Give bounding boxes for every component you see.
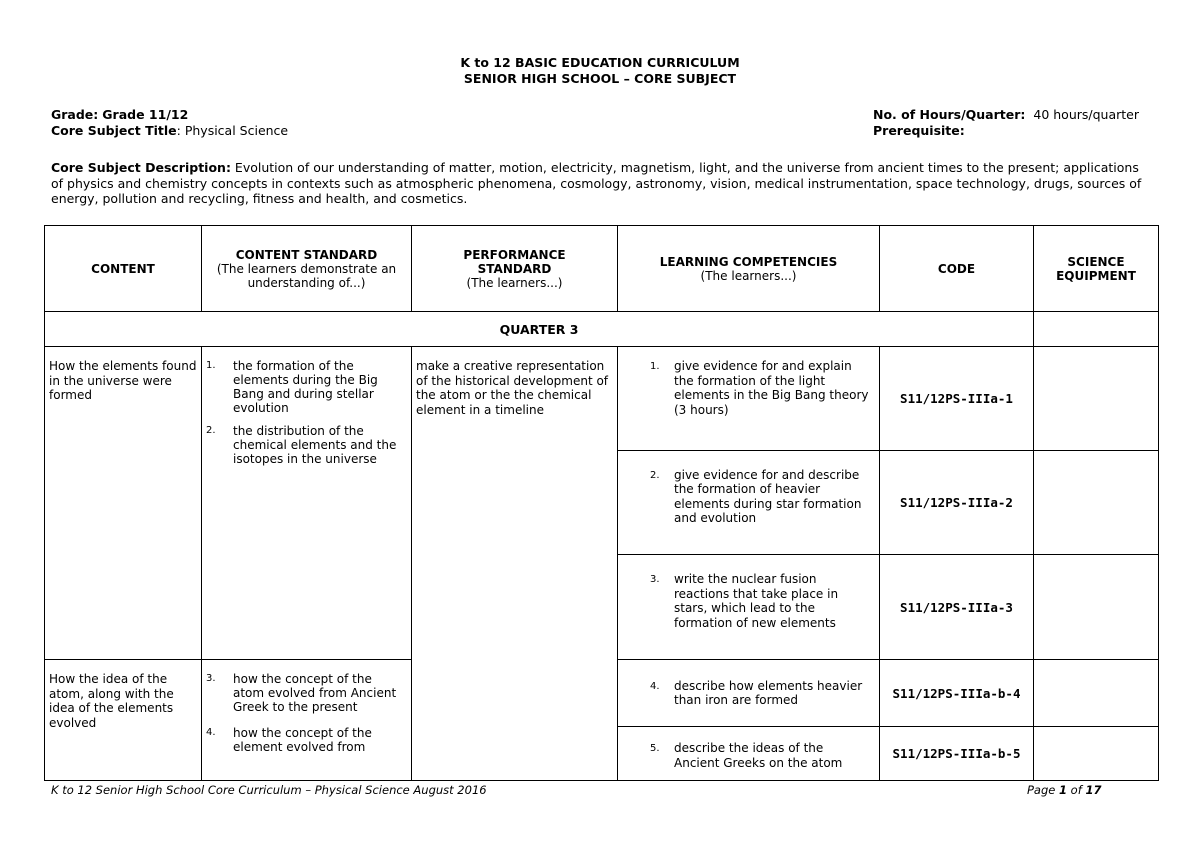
header-learning-competencies: LEARNING COMPETENCIES (The learners...)	[618, 226, 880, 312]
list-item: 3. how the concept of the atom evolved from Ancient Greek to the present	[206, 672, 397, 714]
quarter-row	[45, 312, 1159, 347]
curriculum-table	[44, 225, 1159, 781]
hours-value: 40 hours/quarter	[1033, 107, 1139, 122]
hours-line	[873, 107, 1139, 122]
competency-cell-1	[618, 347, 880, 451]
code-cell-2: S11/12PS-IIIa-2	[880, 451, 1034, 555]
performance-text: make a creative representation of the historical development of the atom or the the chemical element in a timeline	[416, 359, 609, 417]
code-cell-4: S11/12PS-IIIa-b-4	[880, 660, 1034, 727]
prerequisite-label: Prerequisite:	[873, 123, 965, 138]
document-title-line1: K to 12 BASIC EDUCATION CURRICULUM	[460, 55, 740, 70]
performance-standard-cell	[412, 347, 618, 781]
content-standard-cell-2	[202, 660, 412, 781]
standards-list-1	[202, 347, 411, 466]
grade-line	[51, 107, 188, 122]
list-item: 1. the formation of the elements during the Big Bang and during stellar evolution	[206, 359, 378, 415]
content-cell-1	[45, 347, 202, 660]
subject-title-label: Core Subject Title	[51, 123, 177, 138]
content-text-2: How the idea of the atom, along with the idea of the elements evolved	[49, 672, 174, 730]
description-label: Core Subject Description:	[51, 160, 231, 175]
document-title-line2: SENIOR HIGH SCHOOL – CORE SUBJECT	[463, 71, 737, 86]
equipment-cell-5	[1034, 727, 1159, 781]
list-item: 3. write the nuclear fusion reactions that take place in stars, which lead to the formation of new elements	[650, 572, 839, 630]
list-item: 5. describe the ideas of the Ancient Greeks on the atom	[650, 741, 843, 770]
equipment-cell-3	[1034, 555, 1159, 660]
header-performance-standard: PERFORMANCE STANDARD (The learners...)	[412, 226, 618, 312]
footer-left: K to 12 Senior High School Core Curriculum – Physical Science August 2016	[51, 783, 487, 797]
page-number: Page 1 of 17	[1027, 783, 1102, 797]
list-item: 1. give evidence for and explain the formation of the light elements in the Big Bang theory (3 hours)	[650, 359, 869, 417]
hours-label: No. of Hours/Quarter:	[873, 107, 1026, 122]
list-item: 4. how the concept of the element evolved from	[206, 726, 372, 754]
list-item: 4. describe how elements heavier than iron are formed	[650, 678, 863, 707]
header-content: CONTENT	[45, 226, 202, 312]
code-cell-1: S11/12PS-IIIa-1	[880, 347, 1034, 451]
subject-description	[51, 160, 1151, 207]
list-item: 2. the distribution of the chemical elements and the isotopes in the universe	[206, 424, 397, 466]
subject-title-line	[51, 123, 288, 138]
list-item: 2. give evidence for and describe the formation of heavier elements during star formation and evolution	[650, 467, 862, 525]
competency-cell-5	[618, 727, 880, 781]
competency-cell-4	[618, 660, 880, 727]
competency-cell-3	[618, 555, 880, 660]
subject-title-value: : Physical Science	[176, 123, 289, 138]
header-science-equipment: SCIENCE EQUIPMENT	[1034, 226, 1159, 312]
equipment-cell-4	[1034, 660, 1159, 727]
prerequisite-line	[873, 123, 965, 138]
equipment-cell-1	[1034, 347, 1159, 451]
code-cell-3: S11/12PS-IIIa-3	[880, 555, 1034, 660]
header-content-standard: CONTENT STANDARD (The learners demonstrate an understanding of...)	[202, 226, 412, 312]
content-cell-2	[45, 660, 202, 781]
quarter-label: QUARTER 3	[45, 312, 1034, 347]
standards-list-2	[202, 660, 411, 754]
competency-cell-2	[618, 451, 880, 555]
content-text-1: How the elements found in the universe were formed	[49, 359, 197, 402]
header-code: CODE	[880, 226, 1034, 312]
table-row	[45, 347, 1159, 451]
quarter-equipment-cell	[1034, 312, 1159, 347]
code-cell-5: S11/12PS-IIIa-b-5	[880, 727, 1034, 781]
grade-label: Grade:	[51, 107, 99, 122]
equipment-cell-2	[1034, 451, 1159, 555]
table-header-row	[45, 226, 1159, 312]
content-standard-cell-1	[202, 347, 412, 660]
description-text: Evolution of our understanding of matter, motion, electricity, magnetism, light, and the universe from ancient times to the present; applications of physics and chemistry concepts in contexts such as atmospheric phenomena, cosmology, astronomy, vision, medical instrumentation, space technology, drugs, sources of energy, pollution and recycling, fitness and health, and cosmetics.	[51, 160, 1142, 206]
grade-value: Grade 11/12	[102, 107, 189, 122]
